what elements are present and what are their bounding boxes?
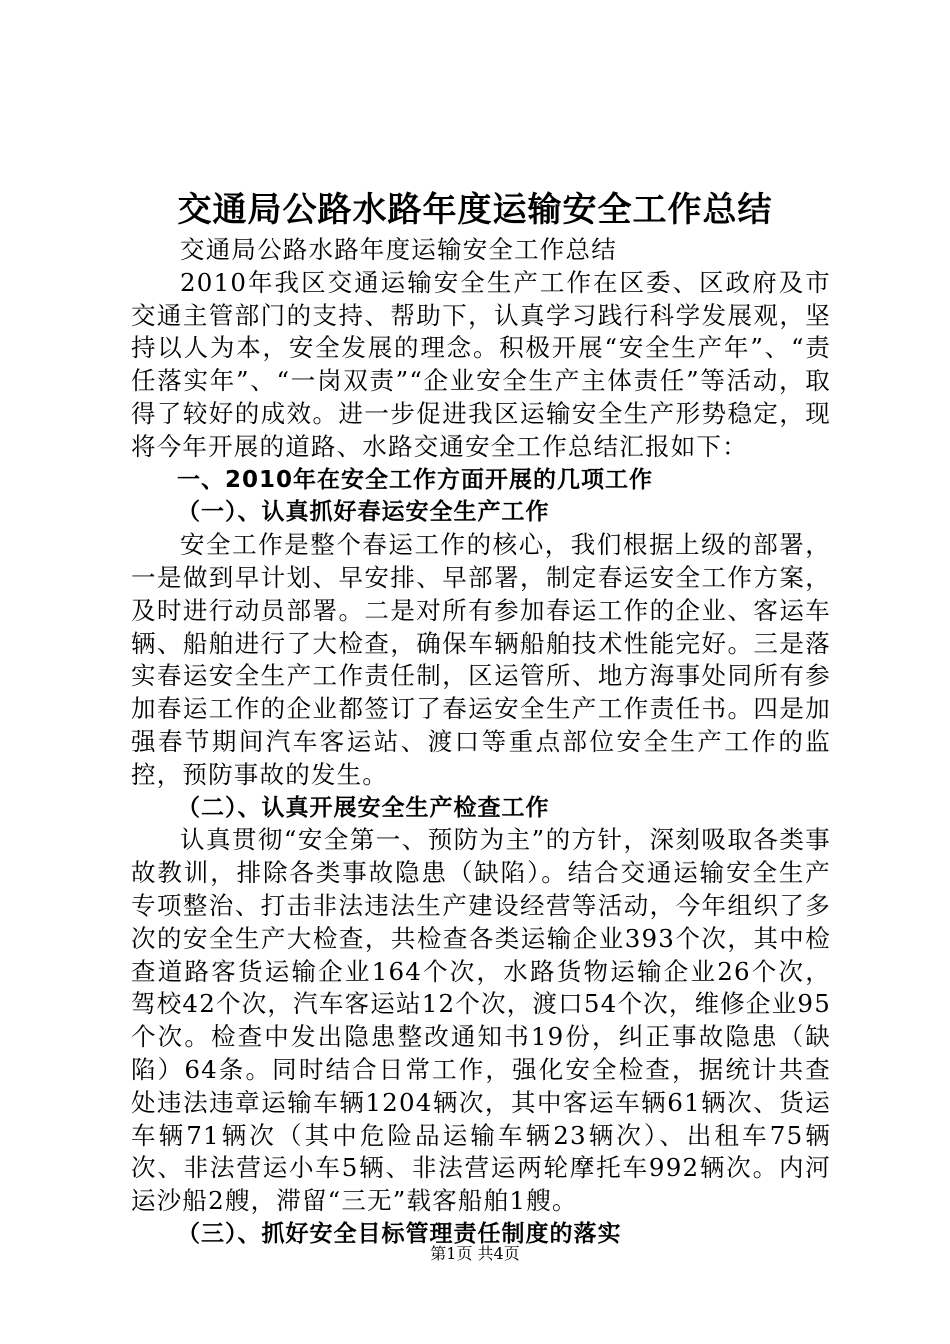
subsection-paragraph-2: 认真贯彻“安全第一、预防为主”的方针，深刻吸取各类事故教训，排除各类事故隐患（缺陷）。结合交通运输安全生产专项整治、打击非法违法生产建设经营等活动，今年组织了多次的安全生产大检查，共检查各类运输企业393个次，其中检查道路客货运输企业164个次，水路货物运输企业26个次，驾校42个次，汽车客运站12个次，渡口54个次，维修企业95个次。检查中发出隐患整改通知书19份，纠正事故隐患（缺陷）64条。同时结合日常工作，强化安全检查，据统计共查处违法违章运输车辆1204辆次，其中客运车辆61辆次、货运车辆71辆次（其中危险品运输车辆23辆次）、出租车75辆次、非法营运小车5辆、非法营运两轮摩托车992辆次。内河运沙船2艘，滞留“三无”载客船舶1艘。 <box>131 825 831 1216</box>
document-subtitle: 交通局公路水路年度运输安全工作总结 <box>180 235 617 264</box>
subsection-paragraph-1: 安全工作是整个春运工作的核心，我们根据上级的部署，一是做到早计划、早安排、早部署，制定春运安全工作方案，及时进行动员部署。二是对所有参加春运工作的企业、客运车辆、船舶进行了大检查，确保车辆船舶技术性能完好。三是落实春运安全生产工作责任制，区运管所、地方海事处同所有参加春运工作的企业都签订了春运安全生产工作责任书。四是加强春节期间汽车客运站、渡口等重点部位安全生产工作的监控，预防事故的发生。 <box>131 530 831 789</box>
document-body <box>131 234 831 1251</box>
page-footer: 第1页 共4页 <box>430 1244 520 1263</box>
section-heading-1: 一、2010年在安全工作方面开展的几项工作 <box>177 466 654 493</box>
document-title: 交通局公路水路年度运输安全工作总结 <box>177 190 773 230</box>
subsection-heading-1: （一）、认真抓好春运安全生产工作 <box>177 499 550 526</box>
subsection-heading-3: （三）、抓好安全目标管理责任制度的落实 <box>177 1220 622 1247</box>
intro-paragraph: 2010年我区交通运输安全生产工作在区委、区政府及市交通主管部门的支持、帮助下，认真学习践行科学发展观，坚持以人为本，安全发展的理念。积极开展“安全生产年”、“责任落实年”、“一岗双责”“企业安全生产主体责任”等活动，取得了较好的成效。进一步促进我区运输安全生产形势稳定，现将今年开展的道路、水路交通安全工作总结汇报如下： <box>131 267 831 461</box>
subsection-heading-2: （二）、认真开展安全生产检查工作 <box>177 794 550 821</box>
